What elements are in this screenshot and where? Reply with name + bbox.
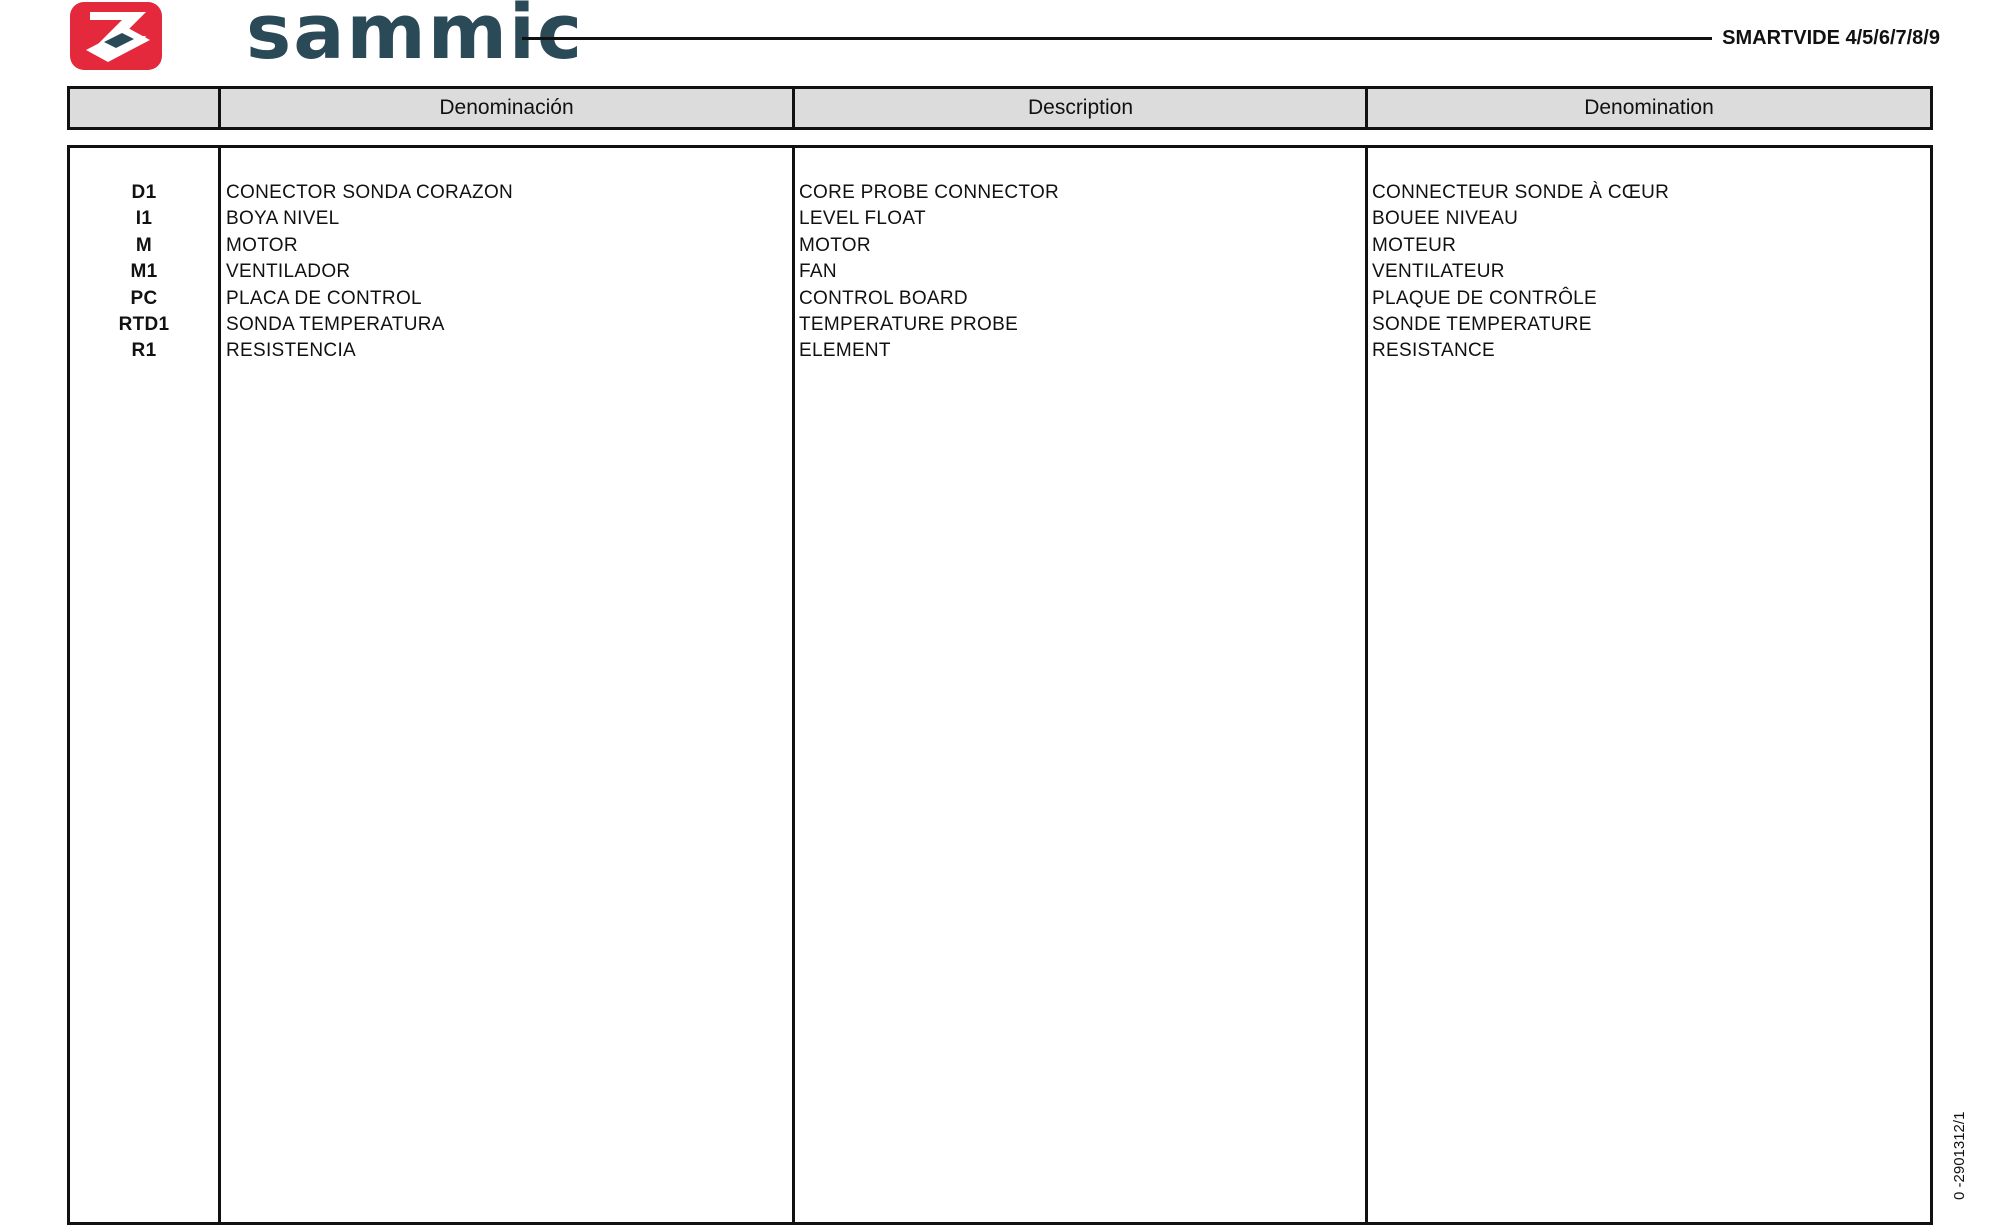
column-header-es: Denominación <box>439 96 574 119</box>
component-code: M1 <box>130 261 158 283</box>
header-rule <box>522 37 1712 40</box>
denomination-fr: PLAQUE DE CONTRÔLE <box>1372 287 1598 309</box>
component-code: I1 <box>135 208 153 230</box>
margin-gap <box>1936 1044 1946 1204</box>
table-row <box>70 312 1930 338</box>
table-rows <box>70 180 1930 365</box>
table-row <box>70 338 1930 364</box>
column-header-fr: Denomination <box>1584 96 1714 119</box>
denomination-es: BOYA NIVEL <box>226 208 340 230</box>
description-en: FAN <box>799 261 837 283</box>
description-en: ELEMENT <box>799 340 891 362</box>
description-en: CORE PROBE CONNECTOR <box>799 182 1060 203</box>
denomination-fr: SONDE TEMPERATURE <box>1372 313 1592 335</box>
denomination-es: SONDA TEMPERATURA <box>226 313 445 335</box>
denomination-es: PLACA DE CONTROL <box>226 287 422 309</box>
denomination-es: VENTILADOR <box>226 261 351 283</box>
table-row <box>70 259 1930 285</box>
document-code: 0 -2901312/1 <box>1951 1111 1968 1200</box>
denomination-fr: CONNECTEUR SONDE À CŒUR <box>1372 182 1670 203</box>
table-row <box>70 180 1930 206</box>
component-code: R1 <box>131 340 157 362</box>
denomination-es: MOTOR <box>226 234 298 256</box>
denomination-fr: VENTILATEUR <box>1372 261 1505 283</box>
table-row <box>70 286 1930 312</box>
component-code: PC <box>130 287 158 309</box>
description-en: MOTOR <box>799 234 871 256</box>
model-title: SMARTVIDE 4/5/6/7/8/9 <box>1722 27 1940 49</box>
denomination-es: RESISTENCIA <box>226 340 356 362</box>
description-en: TEMPERATURE PROBE <box>799 313 1019 335</box>
sammic-logo-icon <box>68 0 168 74</box>
column-header-code <box>70 89 218 127</box>
table-header <box>67 86 1933 130</box>
denomination-fr: MOTEUR <box>1372 234 1457 256</box>
brand-wordmark: sammic <box>246 0 585 76</box>
table-body <box>67 145 1933 1225</box>
description-en: CONTROL BOARD <box>799 287 968 309</box>
table-row <box>70 206 1930 232</box>
description-en: LEVEL FLOAT <box>799 208 926 230</box>
brand-logo <box>68 0 585 76</box>
component-code: D1 <box>131 182 157 203</box>
denomination-fr: BOUEE NIVEAU <box>1372 208 1519 230</box>
component-code: M <box>135 234 153 256</box>
column-header-en: Description <box>1027 96 1134 119</box>
denomination-es: CONECTOR SONDA CORAZON <box>226 182 514 203</box>
component-code: RTD1 <box>118 313 170 335</box>
table-row <box>70 233 1930 259</box>
denomination-fr: RESISTANCE <box>1372 340 1496 362</box>
